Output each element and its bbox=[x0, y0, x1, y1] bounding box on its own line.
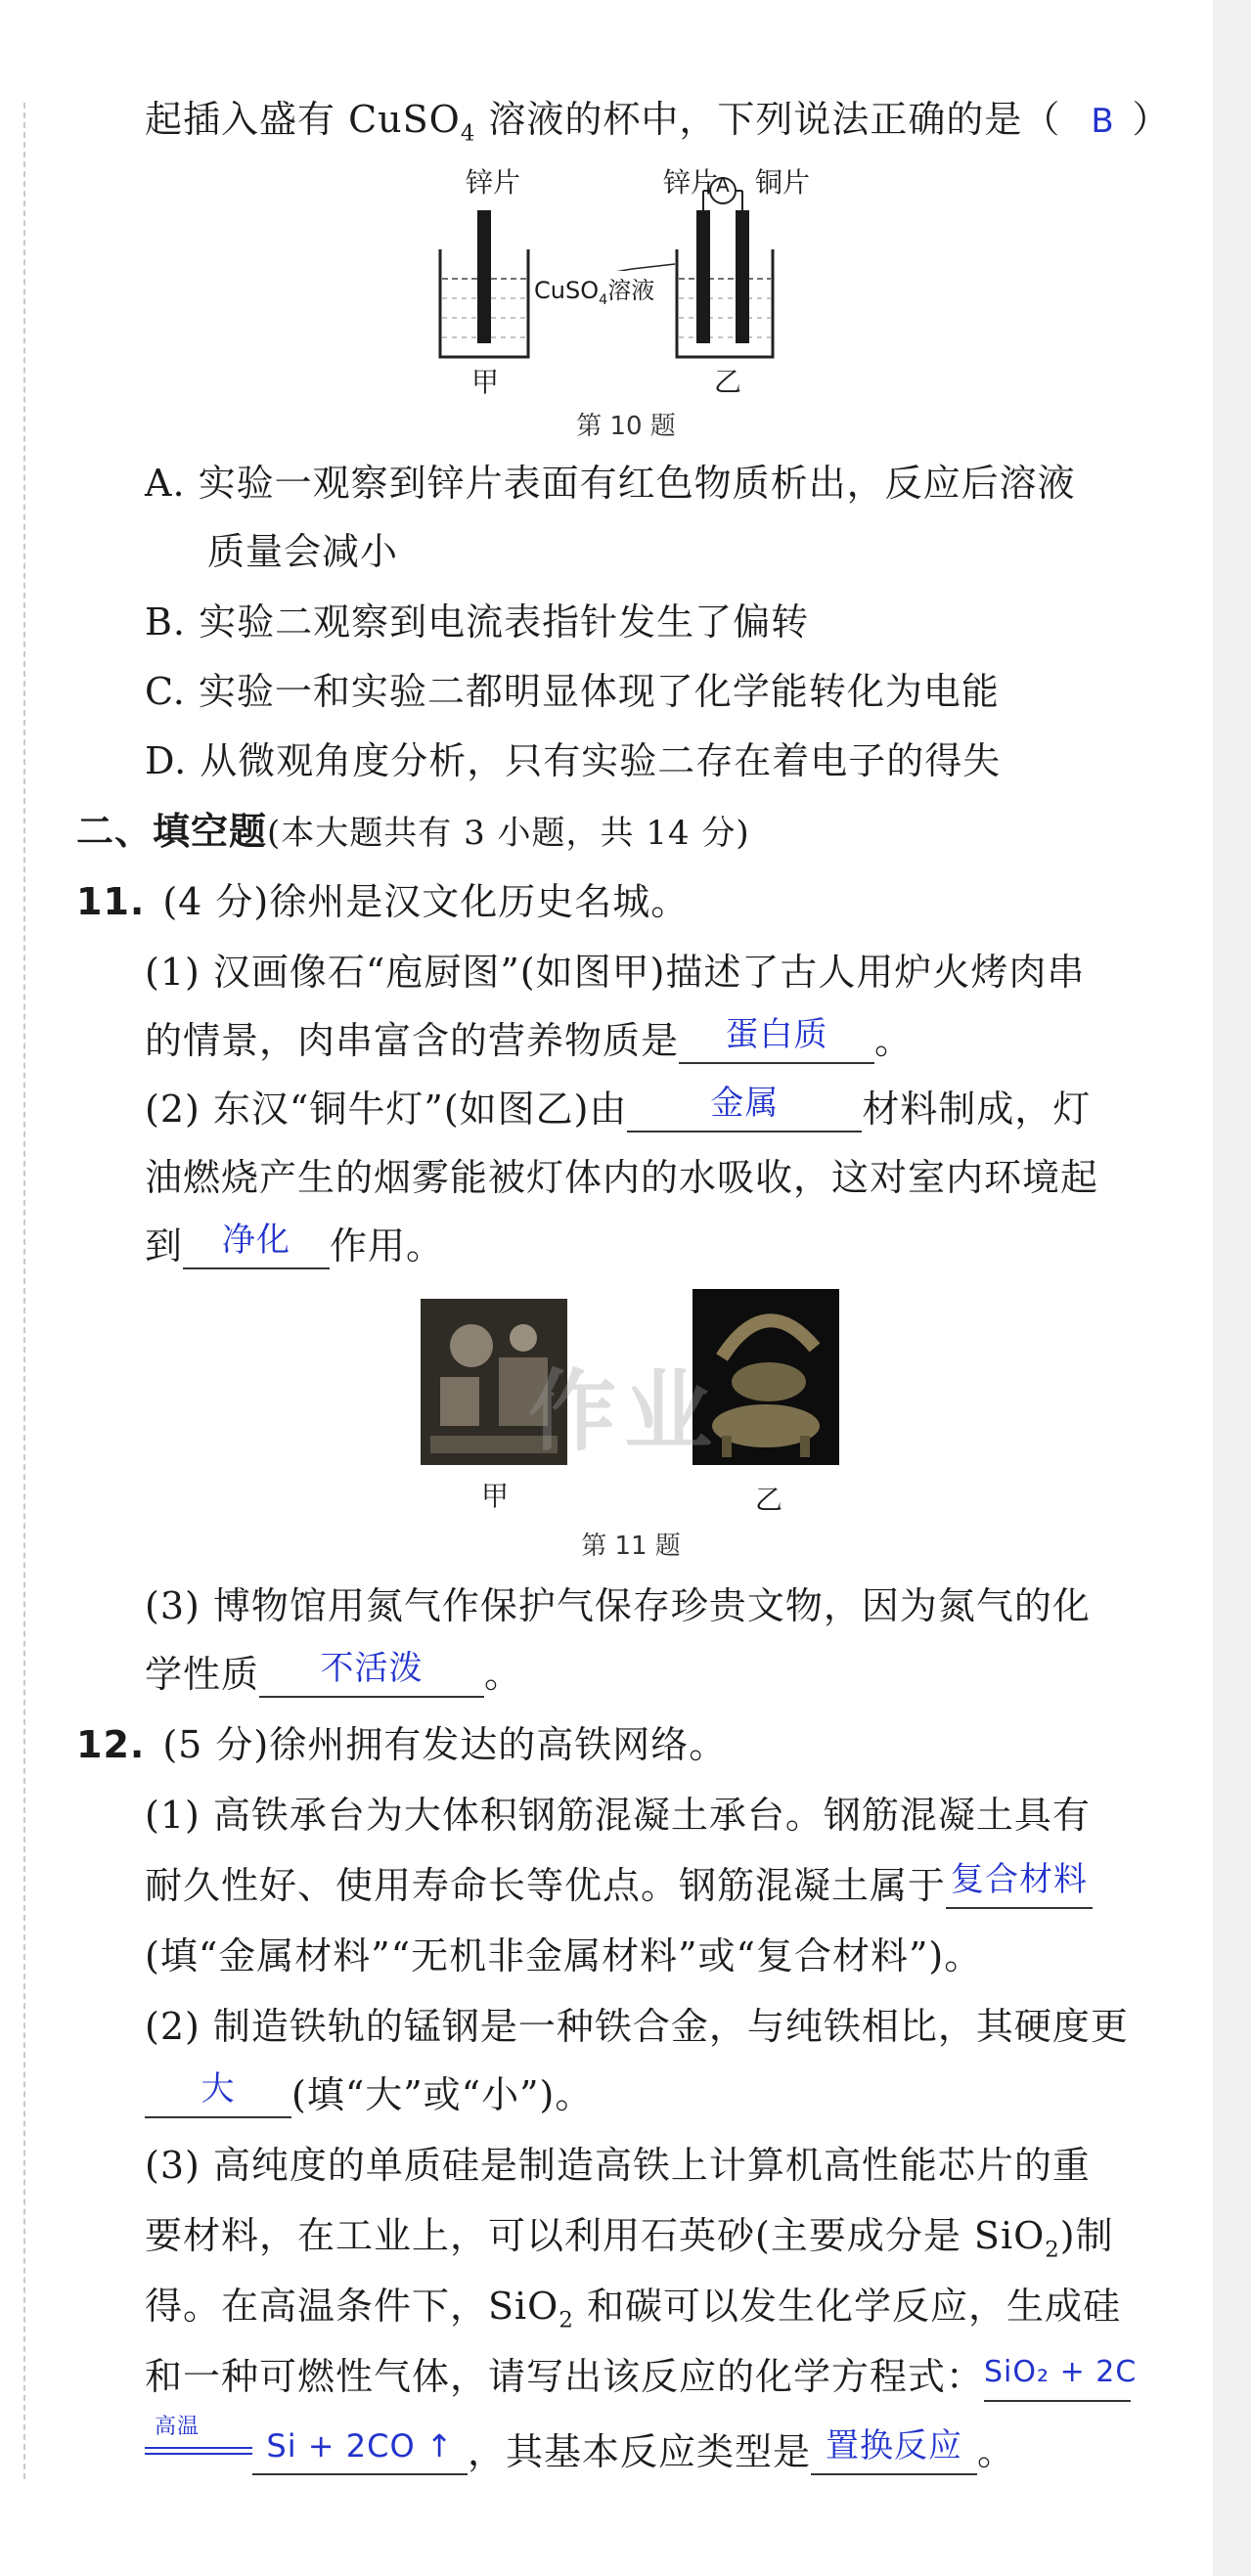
q10-stem: 起插入盛有 CuSO$_4$ 溶液的杯中，下列说法正确的是（ B ） bbox=[145, 98, 1171, 147]
q12-equation-blank-2: Si + 2CO ↑ bbox=[252, 2432, 468, 2475]
q11-fig-label-yi: 乙 bbox=[755, 1484, 783, 1516]
q11-blank-1: 蛋白质 bbox=[679, 1021, 874, 1064]
q12-part1-line3: (填“金属材料”“无机非金属材料”或“复合材料”)。 bbox=[145, 1934, 983, 1977]
label-copper: 铜片 bbox=[755, 166, 811, 199]
q12-part3-line4: 和一种可燃性气体，请写出该反应的化学方程式：$^{SiO_2 + 2C}$ bbox=[145, 2353, 1131, 2402]
q12-equation-blank-1: SiO₂ + 2C bbox=[984, 2357, 1131, 2402]
ammeter-label: A bbox=[716, 173, 730, 197]
q11-part3-line1: (3) 博物馆用氮气作保护气保存珍贵文物，因为氮气的化 bbox=[145, 1584, 1091, 1627]
q12-part1-line2: 耐久性好、使用寿命长等优点。钢筋混凝土属于 复合材料 bbox=[145, 1862, 1093, 1909]
q10-figure bbox=[421, 161, 831, 435]
q11-caption: 第 11 题 bbox=[581, 1532, 681, 1561]
copper-strip bbox=[736, 210, 749, 343]
q11-part1-line1: (1) 汉画像石“庖厨图”(如图甲)描述了古人用炉火烤肉串 bbox=[145, 951, 1086, 994]
q12-intro: 12. (5 分)徐州拥有发达的高铁网络。 bbox=[76, 1723, 728, 1766]
q11-part2-line3: 到 净化 作用。 bbox=[145, 1221, 445, 1267]
q10-answer: B bbox=[1091, 102, 1115, 141]
q11-intro: 11. (4 分)徐州是汉文化历史名城。 bbox=[76, 880, 690, 923]
q12-part2-line1: (2) 制造铁轨的锰钢是一种铁合金，与纯铁相比，其硬度更 bbox=[145, 2005, 1129, 2048]
binding-margin-line bbox=[23, 103, 25, 2479]
q11-part2-line1: (2) 东汉“铜牛灯”(如图乙)由 金属 材料制成，灯 bbox=[145, 1084, 1092, 1131]
cup-jia bbox=[440, 210, 528, 357]
q12-equation-arrow: 高温 bbox=[145, 2425, 252, 2465]
label-cup-yi: 乙 bbox=[714, 366, 742, 398]
q12-part3-line5: 高温 $^{Si + 2CO ↑}$ ，其基本反应类型是 置换反应 。 bbox=[145, 2425, 1015, 2475]
zinc-strip-left bbox=[477, 210, 491, 343]
q12-blank-3: 置换反应 bbox=[811, 2432, 977, 2475]
q11-part2-line2: 油燃烧产生的烟雾能被灯体内的水吸收，这对室内环境起 bbox=[145, 1156, 1099, 1199]
watermark: 作业 bbox=[528, 1360, 720, 1463]
q10-caption: 第 10 题 bbox=[576, 412, 676, 441]
q12-blank-2: 大 bbox=[145, 2075, 291, 2118]
q10-option-a-cont: 质量会减小 bbox=[207, 530, 399, 573]
q11-blank-2: 金属 bbox=[627, 1089, 862, 1133]
q11-fig-label-jia: 甲 bbox=[481, 1480, 510, 1512]
section-heading: 二、填空题(本大题共有 3 小题，共 14 分) bbox=[76, 809, 750, 853]
q11-part3-line2: 学性质 不活泼 。 bbox=[145, 1649, 523, 1696]
q11-part1-line2: 的情景，肉串富含的营养物质是 蛋白质 。 bbox=[145, 1015, 914, 1062]
q12-part3-line2: 要材料，在工业上，可以利用石英砂(主要成分是 SiO$_2$)制 bbox=[145, 2214, 1114, 2263]
q10-option-d: D. 从微观角度分析，只有实验二存在着电子的得失 bbox=[145, 739, 1002, 782]
q10-option-c: C. 实验一和实验二都明显体现了化学能转化为电能 bbox=[145, 670, 1000, 713]
q12-part2-line2: 大 (填“大”或“小”)。 bbox=[145, 2071, 593, 2118]
zinc-strip-right bbox=[696, 210, 710, 343]
label-zinc-left: 锌片 bbox=[466, 166, 521, 199]
q12-part3-line3: 得。在高温条件下，SiO$_2$ 和碳可以发生化学反应，生成硅 bbox=[145, 2285, 1121, 2333]
label-zinc-right: 锌片 bbox=[663, 166, 719, 199]
q12-part1-line1: (1) 高铁承台为大体积钢筋混凝土承台。钢筋混凝土具有 bbox=[145, 1794, 1091, 1837]
q10-option-b: B. 实验二观察到电流表指针发生了偏转 bbox=[145, 600, 810, 644]
q12-part3-line1: (3) 高纯度的单质硅是制造高铁上计算机高性能芯片的重 bbox=[145, 2144, 1091, 2187]
q12-blank-1: 复合材料 bbox=[946, 1866, 1093, 1909]
q11-blank-4: 不活泼 bbox=[259, 1655, 484, 1698]
label-solution: CuSO$_4$溶液 bbox=[534, 271, 654, 308]
q10-option-a: A. 实验一观察到锌片表面有红色物质析出，反应后溶液 bbox=[145, 462, 1076, 505]
label-cup-jia: 甲 bbox=[471, 366, 500, 398]
q11-blank-3: 净化 bbox=[183, 1226, 330, 1269]
cup-yi bbox=[677, 178, 773, 357]
